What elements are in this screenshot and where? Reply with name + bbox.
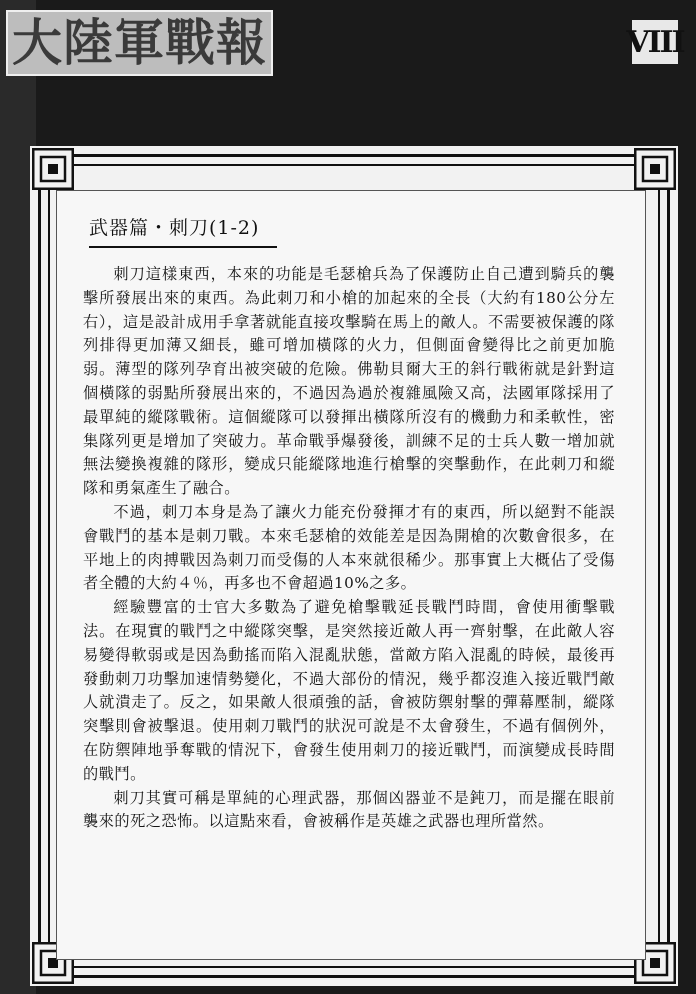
article-body: [83, 263, 615, 834]
volume-badge: VIII: [632, 20, 678, 64]
header-logo: [6, 10, 273, 76]
paragraph: 不過，刺刀本身是為了讓火力能充份發揮才有的東西，所以絕對不能誤會戰鬥的基本是刺刀戰。本來毛瑟槍的效能差是因為開槍的次數會很多，在平地上的肉搏戰因為刺刀而受傷的人本來就很稀少。那事實上大概佔了受傷者全體的大約４％，再多也不會超過10%之多。: [83, 502, 615, 593]
section-title: 武器篇・刺刀(1-2): [89, 213, 277, 248]
article-panel: [56, 190, 646, 960]
series-title: 大陸軍戰報: [6, 10, 273, 76]
corner-ornament-top-right: [634, 148, 676, 190]
paragraph: 刺刀其實可稱是單純的心理武器，那個凶器並不是鈍刀，而是擺在眼前襲來的死之恐怖。以這點來看，會被稱作是英雄之武器也理所當然。: [83, 788, 615, 831]
paragraph: 刺刀這樣東西，本來的功能是毛瑟槍兵為了保護防止自己遭到騎兵的襲擊所發展出來的東西。為此刺刀和小槍的加起來的全長（大約有180公分左右），這是設計成用手拿著就能直接攻擊騎在馬上的敵人。不需要被保護的隊列排得更加薄又細長，雖可增加橫隊的火力，但側面會變得比之前更加脆弱。薄型的隊列孕育出被突破的危險。佛勒貝爾大王的斜行戰術就是針對這個橫隊的弱點所發展出來的，不過因為過於複雜風險又高，法國軍隊採用了最單純的縱隊戰術。這個縱隊可以發揮出橫隊所沒有的機動力和柔軟性，密集隊列更是增加了突破力。革命戰爭爆發後，訓練不足的士兵人數一增加就無法變換複雜的隊形，變成只能縱隊地進行槍擊的突擊動作，在此刺刀和縱隊和勇氣產生了融合。: [83, 265, 615, 498]
corner-ornament-top-left: [32, 148, 74, 190]
paragraph: 經驗豐富的士官大多數為了避免槍擊戰延長戰鬥時間，會使用衝擊戰法。在現實的戰鬥之中縱隊突擊，是突然接近敵人再一齊射擊，在此敵人容易變得軟弱或是因為動搖而陷入混亂狀態，當敵方陷入混亂的時候，最後再發動刺刀功擊加速情勢變化，不過大部份的情況，幾乎都沒進入接近戰鬥敵人就潰走了。反之，如果敵人很頑強的話，會被防禦射擊的彈幕壓制，縱隊突擊則會被擊退。使用刺刀戰鬥的狀況可說是不太會發生，不過有個例外，在防禦陣地爭奪戰的情況下，會發生使用刺刀的接近戰鬥，而演變成長時間的戰鬥。: [83, 598, 615, 783]
